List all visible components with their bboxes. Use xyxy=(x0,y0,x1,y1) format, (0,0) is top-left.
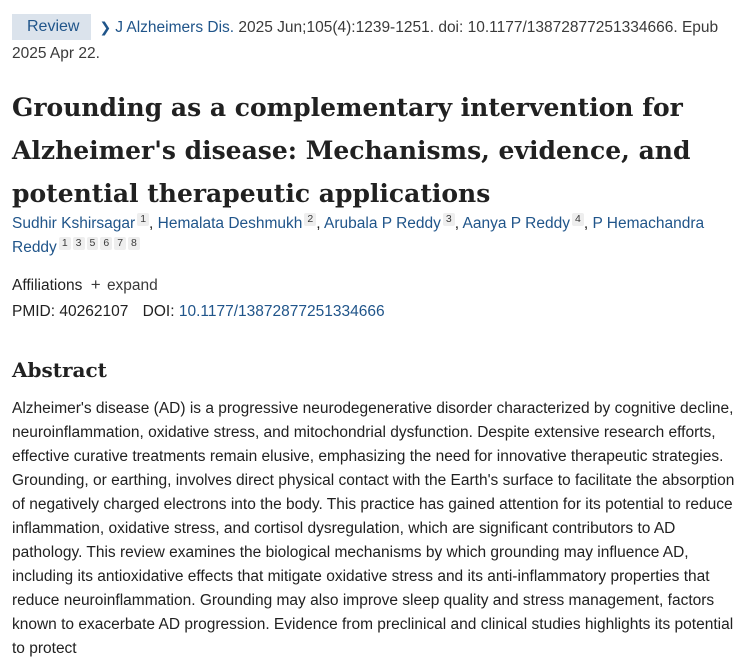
article-identifiers xyxy=(12,301,385,323)
pmid-value: 40262107 xyxy=(59,303,129,320)
expand-button[interactable]: + expand xyxy=(90,275,158,294)
author-separator: , xyxy=(454,215,463,232)
author-link[interactable]: Arubala P Reddy xyxy=(324,215,441,232)
article-title: Grounding as a complementary intervention for Alzheimer's disease: Mechanisms, evidence, and potential therapeutic applications xyxy=(12,93,691,208)
affiliation-number[interactable]: 1 xyxy=(59,237,71,250)
journal-link[interactable]: J Alzheimers Dis. xyxy=(115,19,235,36)
abstract-heading: Abstract xyxy=(12,358,107,382)
affiliation-number[interactable]: 4 xyxy=(572,213,584,226)
plus-icon: + xyxy=(90,275,101,294)
affiliations-toggle[interactable] xyxy=(12,274,158,297)
affiliation-number[interactable]: 2 xyxy=(304,213,316,226)
chevron-right-icon: ❯ xyxy=(99,19,112,35)
affiliation-number[interactable]: 1 xyxy=(137,213,149,226)
affiliation-number[interactable]: 3 xyxy=(443,213,455,226)
affiliation-number[interactable]: 7 xyxy=(114,237,126,250)
author-link[interactable]: Sudhir Kshirsagar xyxy=(12,215,136,232)
affiliation-number[interactable]: 3 xyxy=(73,237,85,250)
author-separator: , xyxy=(316,215,325,232)
citation-details: 2025 Jun;105(4):1239-1251. doi: 10.1177/13872877251334666. Epub 2025 Apr 22. xyxy=(12,19,719,62)
author-separator: , xyxy=(583,215,593,232)
affiliation-number[interactable]: 8 xyxy=(128,237,140,250)
citation-line xyxy=(12,14,738,67)
affiliations-label: Affiliations xyxy=(12,277,83,294)
author-link[interactable]: Hemalata Deshmukh xyxy=(157,215,303,232)
author-list xyxy=(12,212,732,260)
author-link[interactable]: Aanya P Reddy xyxy=(462,215,570,232)
publication-type-badge: Review xyxy=(12,14,91,40)
affiliation-number[interactable]: 6 xyxy=(100,237,112,250)
doi-label: DOI: xyxy=(142,303,175,320)
author-separator: , xyxy=(149,215,158,232)
pmid-label: PMID: xyxy=(12,303,56,320)
abstract-text: Alzheimer's disease (AD) is a progressive neurodegenerative disorder characterized by cognitive decline, neuroinflammation, oxidative stress, and mitochondrial dysfunction. Despite extensive research efforts, effective curative treatments remain elusive, emphasizing the need for innovative therapeutic strategies. Grounding, or earthing, involves direct physical contact with the Earth's surface to facilitate the absorption of negatively charged electrons into the body. This practice has gained attention for its potential to reduce inflammation, oxidative stress, and cortisol dysregulation, which are significant contributors to AD pathology. This review examines the biological mechanisms by which grounding may influence AD, including its antioxidative effects that mitigate oxidative stress and its anti-inflammatory properties that reduce neuroinflammation. Grounding may also improve sleep quality and stress management, factors known to exacerbate AD progression. Evidence from preclinical and clinical studies highlights its potential to protect xyxy=(12,400,735,657)
affiliation-number[interactable]: 5 xyxy=(87,237,99,250)
doi-link[interactable]: 10.1177/13872877251334666 xyxy=(178,303,385,320)
author-link[interactable]: P Hemachandra Reddy xyxy=(12,215,705,256)
